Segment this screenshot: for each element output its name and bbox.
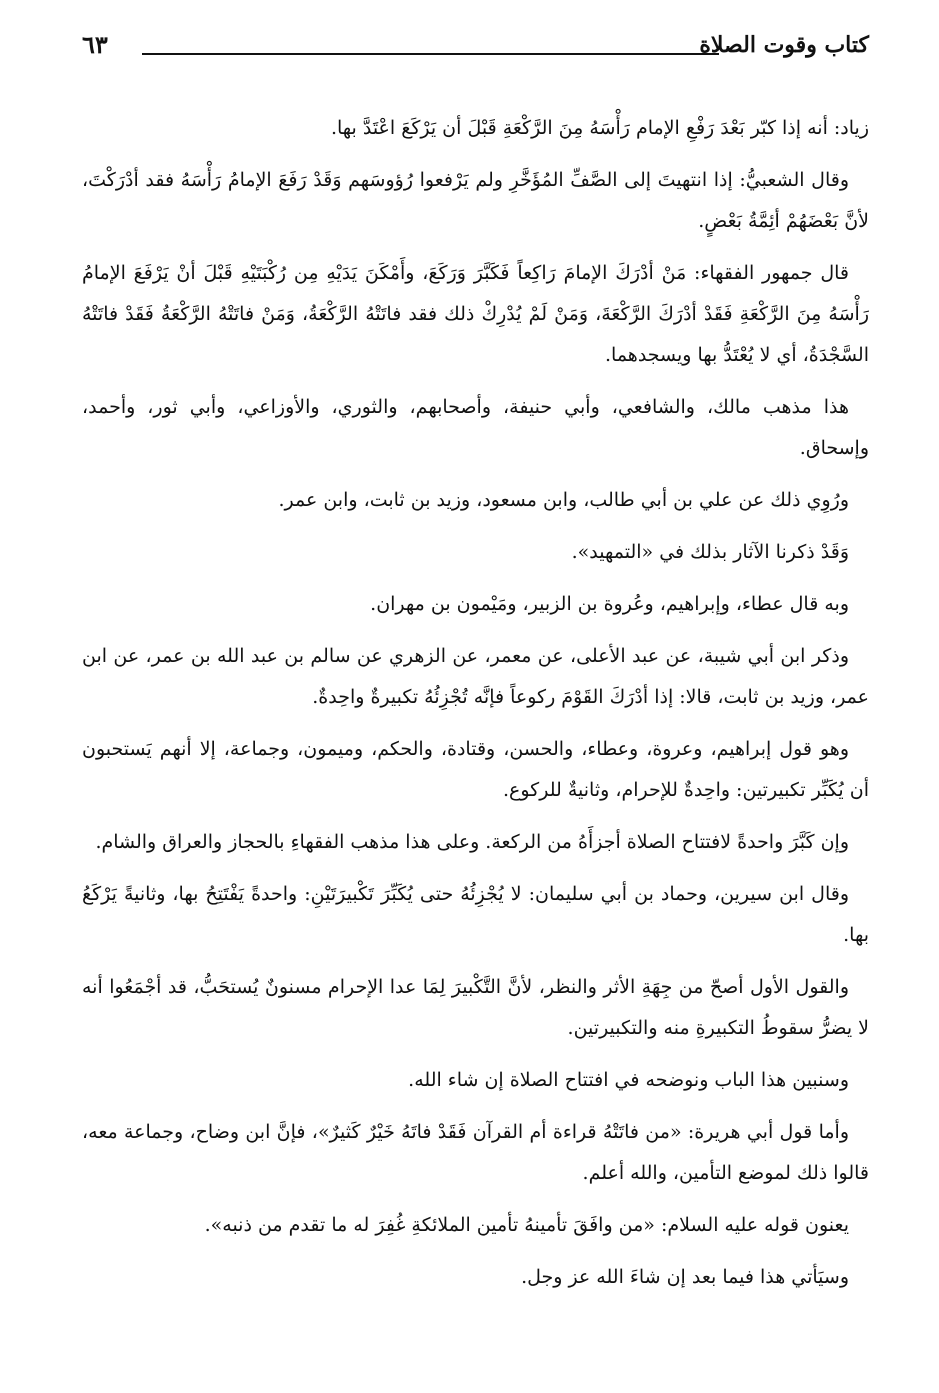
- page-number: ٦٣: [82, 30, 108, 59]
- running-title: كتاب وقوت الصلاة: [699, 32, 869, 58]
- paragraph: وذكر ابن أبي شيبة، عن عبد الأعلى، عن معمر، عن الزهري عن سالم بن عبد الله بن عمر، عن ابن عمر، وزيد بن ثابت، قالا: إذا أدْرَكَ القَوْمَ ركوعاً فإنَّه تُجْزِئُهُ تكبيرةٌ واحِدةٌ.: [82, 645, 869, 708]
- paragraph: يعنون قوله عليه السلام: «من وافَقَ تأمينهُ تأمين الملائكةِ غُفِرَ له ما تقدم من ذنبه».: [204, 1214, 849, 1236]
- paragraph: وسيَأتي هذا فيما بعد إن شاءَ الله عز وجل.: [521, 1266, 849, 1288]
- paragraph: وَقَدْ ذكرنا الآثار بذلك في «التمهيد».: [571, 541, 849, 563]
- paragraph: هذا مذهب مالك، والشافعي، وأبي حنيفة، وأصحابهم، والثوري، والأوزاعي، وأبي ثور، وأحمد، وإسحاق.: [82, 396, 869, 459]
- page-header: [82, 28, 869, 68]
- page-body: [82, 108, 869, 1309]
- paragraph: وبه قال عطاء، وإبراهيم، وعُروة بن الزبير، ومَيْمون بن مهران.: [370, 593, 849, 615]
- paragraph: وهو قول إبراهيم، وعروة، وعطاء، والحسن، وقتادة، والحكم، وميمون، وجماعة، إلا أنهم يَستحبون أن يُكَبِّر تكبيرتين: واحِدةٌ للإحرام، وثانيةٌ للركوع.: [82, 738, 869, 801]
- paragraph: والقول الأول أصحّ من جِهَةِ الأثر والنظر، لأنَّ التَّكْبيرَ لِمَا عدا الإحرام مسنونٌ يُستحَبُّ، قد أجْمَعُوا أنه لا يضرُّ سقوطُ التكبيرةِ منه والتكبيرتين.: [82, 976, 869, 1039]
- header-rule: [142, 53, 719, 55]
- paragraph: قال جمهور الفقهاء: مَنْ أدْرَكَ الإمامَ رَاكِعاً فَكَبَّرَ وَرَكَعَ، وأَمْكَنَ يَدَيْهِ مِن رُكْبَتَيْهِ قَبْلَ أنْ يَرْفَعَ الإمامُ رَأْسَهُ مِنَ الرَّكْعَةِ فَقَدْ أدْرَكَ الرَّكْعَةَ، وَمَنْ لَمْ يُدْرِكْ ذلك فقد فاتَتْهُ الرَّكْعَةُ، وَمَنْ فاتَتْهُ الرَّكْعَةُ فَقَدْ فاتَتْهُ السَّجْدَةُ، أي لا يُعْتَدُّ بها ويسجدهما.: [82, 262, 869, 366]
- paragraph: وسنبين هذا الباب ونوضحه في افتتاح الصلاة إن شاء الله.: [408, 1069, 849, 1091]
- paragraph: وقال الشعبيُّ: إذا انتهيتَ إلى الصَّفِّ المُؤَخَّرِ ولم يَرْفعوا رُؤوسَهم وَقَدْ رَفَعَ الإمامُ رَأْسَهُ فقد أدْرَكْتَ، لأنَّ بَعْضَهُمْ أئِمَّةُ بَعْضٍ.: [82, 169, 869, 232]
- paragraph: زياد: أنه إذا كبّر بَعْدَ رَفْعِ الإمام رَأْسَهُ مِنَ الرَّكْعَةِ قَبْلَ أن يَرْكَعَ اعْتَدَّ بها.: [330, 117, 869, 139]
- paragraph: وإن كَبَّرَ واحدةً لافتتاح الصلاة أجزأَهُ من الركعة. وعلى هذا مذهب الفقهاءِ بالحجاز والعراق والشام.: [95, 831, 849, 853]
- paragraph: ورُوِي ذلك عن علي بن أبي طالب، وابن مسعود، وزيد بن ثابت، وابن عمر.: [278, 489, 849, 511]
- paragraph: وقال ابن سيرين، وحماد بن أبي سليمان: لا يُجْزِئُهُ حتى يُكَبِّرَ تَكْبيرَتَيْنِ: واحدةً يَفْتَتِحُ بها، وثانيةً يَرْكَعُ بها.: [82, 883, 869, 946]
- paragraph: وأما قول أبي هريرة: «من فاتَتْهُ قراءة أم القرآن فَقَدْ فاتَهُ خَيْرٌ كَثيرٌ»، فإنَّ ابن وضاح، وجماعة معه، قالوا ذلك لموضع التأمين، والله أعلم.: [82, 1121, 869, 1184]
